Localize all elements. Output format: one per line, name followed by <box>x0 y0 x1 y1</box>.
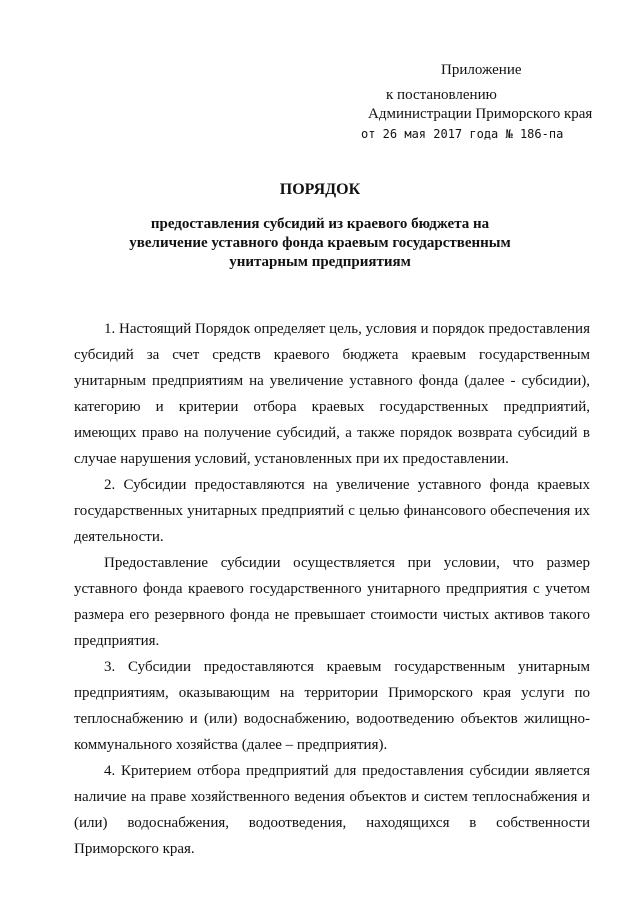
paragraph-3-line: уставного фонда краевого государственного унитарного предприятия с учетом <box>74 581 590 597</box>
paragraph-3-line: размера его резервного фонда не превышает стоимости чистых активов такого <box>74 607 590 623</box>
paragraph-4-line: предприятиям, оказывающим на территории Приморского края услуги по <box>74 685 590 701</box>
paragraph-3-line: Предоставление субсидии осуществляется при условии, что размер <box>104 555 590 571</box>
paragraph-4-line: коммунального хозяйства (далее – предприятия). <box>74 737 388 753</box>
administration-name: Администрации Приморского края <box>368 106 593 122</box>
paragraph-1-line: субсидий за счет средств краевого бюджета краевым государственным <box>74 347 590 363</box>
paragraph-1-line: унитарным предприятиям на увеличение уставного фонда (далее - субсидии), <box>74 373 590 389</box>
appendix-label: Приложение <box>441 62 522 78</box>
paragraph-5-line: Приморского края. <box>74 841 195 857</box>
paragraph-1-line: случае нарушения условий, установленных при их предоставлении. <box>74 451 509 467</box>
document-subtitle-line: предоставления субсидий из краевого бюджета на <box>150 216 490 232</box>
resolution-date-number: от 26 мая 2017 года № 186-па <box>361 127 564 141</box>
paragraph-5-line: наличие на праве хозяйственного ведения объектов и систем теплоснабжения и <box>74 789 590 805</box>
paragraph-2-line: деятельности. <box>74 529 164 545</box>
paragraph-5-line: (или) водоснабжения, водоотведения, находящихся в собственности <box>74 815 590 831</box>
document-subtitle-line: унитарным предприятиям <box>229 254 411 270</box>
paragraph-1-line: категорию и критерии отбора краевых государственных предприятий, <box>74 399 590 415</box>
paragraph-4-line: теплоснабжению и (или) водоснабжению, водоотведению объектов жилищно- <box>74 711 590 727</box>
paragraph-3-line: предприятия. <box>74 633 160 649</box>
paragraph-2-line: государственных унитарных предприятий с целью финансового обеспечения их <box>74 503 590 519</box>
paragraph-2-line: 2. Субсидии предоставляются на увеличение уставного фонда краевых <box>104 477 590 493</box>
paragraph-1-line: имеющих право на получение субсидий, а также порядок возврата субсидий в <box>74 425 590 441</box>
paragraph-1-line: 1. Настоящий Порядок определяет цель, условия и порядок предоставления <box>104 321 590 337</box>
document-subtitle-line: увеличение уставного фонда краевым государственным <box>129 235 511 251</box>
paragraph-5-line: 4. Критерием отбора предприятий для предоставления субсидии является <box>104 763 590 779</box>
paragraph-4-line: 3. Субсидии предоставляются краевым государственным унитарным <box>104 659 590 675</box>
document-title: ПОРЯДОК <box>279 181 361 198</box>
resolution-ref: к постановлению <box>386 87 497 103</box>
